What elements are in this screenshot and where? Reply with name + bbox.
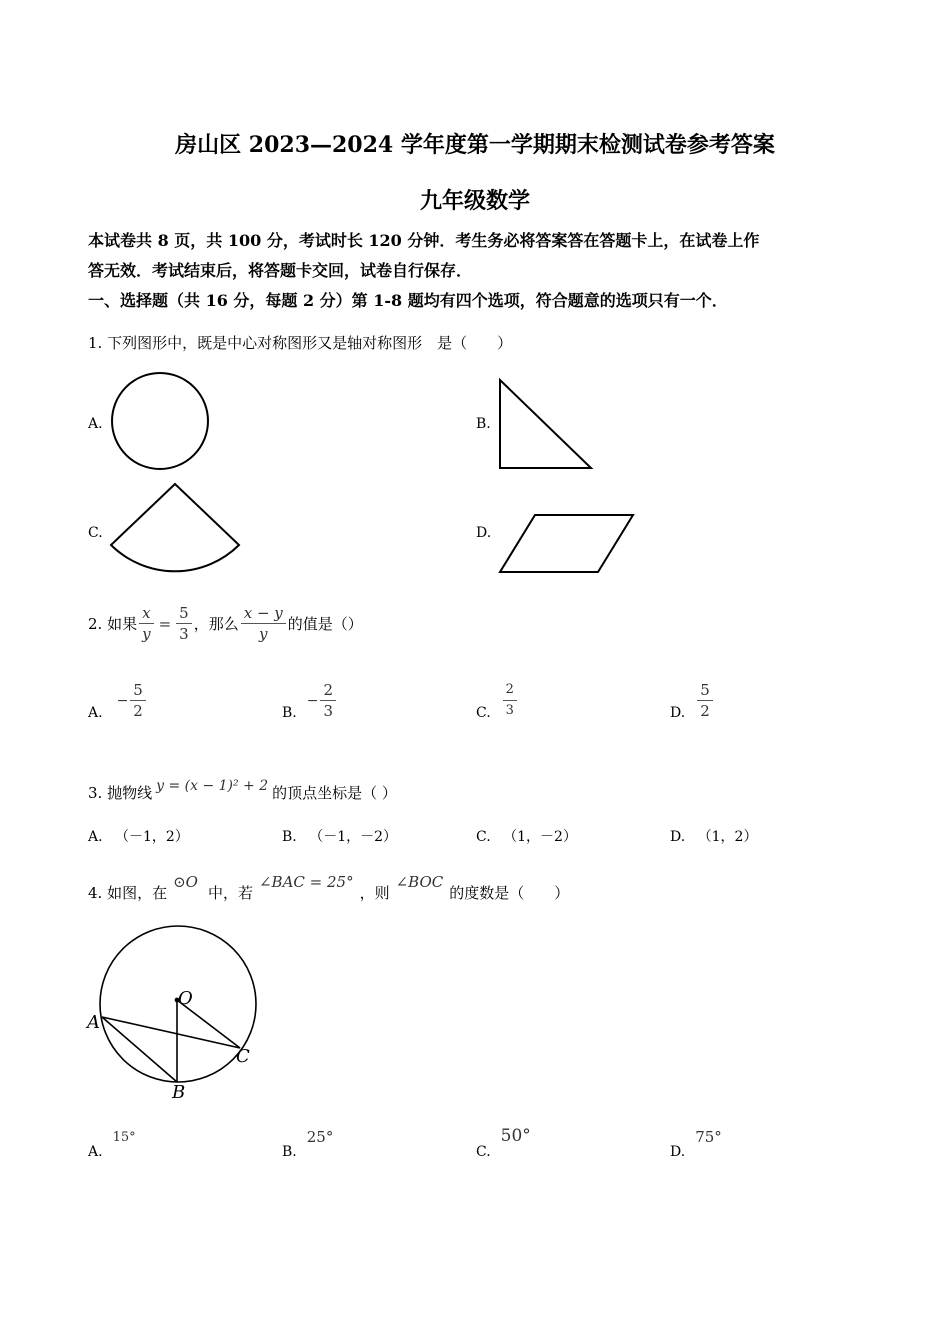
label-b: B [172, 1082, 186, 1103]
q1-option-c-label: C. [88, 525, 103, 541]
q3-option-d: D. （1，2） [670, 829, 758, 845]
section-heading: 一、选择题（共 16 分，每题 2 分）第 1-8 题均有四个选项，符合题意的选项只有一个． [88, 291, 728, 310]
page-title: 房山区 2023—2024 学年度第一学期期末检测试卷参考答案 [175, 132, 775, 158]
q1-option-b-label: B. [476, 416, 491, 432]
instructions-line-2: 答无效．考试结束后，将答题卡交回，试卷自行保存． [88, 261, 473, 280]
page-subtitle: 九年级数学 [419, 188, 530, 214]
label-c: C [236, 1046, 250, 1067]
q3-option-c: C. （1，－2） [476, 829, 577, 845]
question-4-stem: 4. 如图，在 ⊙O 中，若 ∠BAC = 25° ，则 ∠BOC 的度数是（ ） [88, 872, 570, 902]
q2-option-c: C. $\frac{2}{3}$ [476, 680, 519, 721]
instructions-line-1: 本试卷共 8 页，共 100 分，考试时长 120 分钟．考生务必将答案答在答题卡上，在试卷上作 [88, 231, 760, 250]
question-1-stem: 1. 下列图形中，既是中心对称图形又是轴对称图形 是（ ） [88, 334, 513, 352]
label-o: O [178, 988, 193, 1009]
q2-fraction-x-over-y: $\frac{x}{y}$ [139, 603, 153, 644]
q1-option-d-label: D. [476, 525, 492, 541]
right-triangle-shape [495, 376, 595, 472]
q4-option-c: C. 50° [476, 1126, 531, 1160]
q2-option-d: D. $\frac{5}{2}$ [670, 680, 715, 721]
q2-equals: = [158, 614, 172, 633]
parallelogram-shape [495, 510, 640, 576]
q3-formula: y = (x − 1)² + 2 [156, 777, 269, 794]
label-a: A [87, 1012, 100, 1033]
q4-option-d: D. 75° [670, 1128, 722, 1160]
q3-option-b: B. （－1，－2） [282, 829, 398, 845]
q4-circle-symbol: ⊙O [173, 872, 198, 891]
q4-angle-boc: ∠BOC [395, 872, 444, 891]
q2-option-b: B. − $\frac{2}{3}$ [282, 680, 338, 721]
q4-angle-bac: ∠BAC = 25° [258, 872, 354, 891]
q2-mid: ，那么 [193, 615, 239, 633]
question-2-stem [88, 603, 363, 644]
q4-option-a: A. 15° [88, 1130, 136, 1160]
sector-shape [105, 480, 245, 580]
q2-fraction-5-over-3: $\frac{5}{3}$ [176, 603, 192, 644]
q1-option-a-label: A. [88, 416, 103, 432]
q2-option-a: A. − $\frac{5}{2}$ [88, 680, 148, 721]
q3-option-a: A. （－1，2） [88, 829, 189, 845]
circle-shape [105, 370, 215, 472]
q4-option-b: B. 25° [282, 1128, 334, 1160]
question-3-stem: 3. 抛物线 y = (x − 1)² + 2 的顶点坐标是（ ） [88, 777, 397, 802]
instructions [88, 226, 878, 316]
q2-prefix: 2. 如果 [88, 615, 138, 633]
q2-fraction-expression: $\frac{x - y}{y}$ [241, 603, 286, 644]
q2-suffix: 的值是（） [287, 615, 363, 633]
